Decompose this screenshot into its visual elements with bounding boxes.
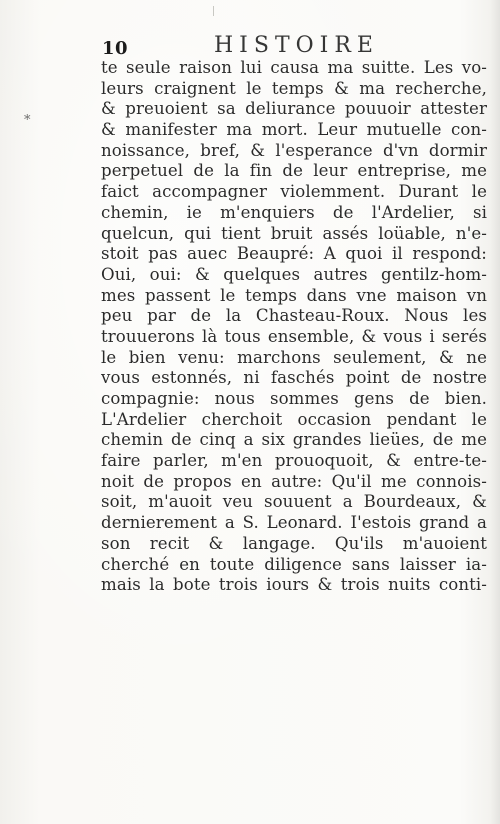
body-text	[101, 58, 487, 596]
text-line: & preuoient sa deliurance pouuoir attester	[101, 99, 487, 119]
text-line: cherché en toute diligence sans laisser ia-	[101, 554, 487, 574]
text-line: noissance, bref, & l'esperance d'vn dormir	[101, 140, 487, 160]
text-line: leurs craignent le temps & ma recherche,	[101, 78, 487, 98]
text-line: chemin de cinq a six grandes lieües, de me	[101, 430, 487, 450]
text-line: Oui, oui: & quelques autres gentilz-hom-	[101, 264, 487, 284]
text-line: quelcun, qui tient bruit assés loüable, n'e-	[101, 223, 487, 243]
running-head: HISTOIRE	[214, 33, 379, 58]
text-line: le bien venu: marchons seulement, & ne	[101, 347, 487, 367]
text-line: dernierement a S. Leonard. I'estois grand a	[101, 513, 487, 533]
text-line: chemin, ie m'enquiers de l'Ardelier, si	[101, 202, 487, 222]
text-line: & manifester ma mort. Leur mutuelle con-	[101, 120, 487, 140]
text-line: L'Ardelier cherchoit occasion pendant le	[101, 409, 487, 429]
text-line: son recit & langage. Qu'ils m'auoient	[101, 533, 487, 553]
text-line: stoit pas auec Beaupré: A quoi il respond:	[101, 244, 487, 264]
text-line: soit, m'auoit veu souuent a Bourdeaux, &	[101, 492, 487, 512]
text-line: peu par de la Chasteau-Roux. Nous les	[101, 306, 487, 326]
margin-mark: *	[24, 113, 31, 128]
text-line: noit de propos en autre: Qu'il me connois-	[101, 471, 487, 491]
page-header	[100, 33, 420, 61]
text-line: trouuerons là tous ensemble, & vous i serés	[101, 326, 487, 346]
text-line: vous estonnés, ni faschés point de nostre	[101, 368, 487, 388]
text-line: te seule raison lui causa ma suitte. Les vo-	[101, 58, 487, 77]
text-line: compagnie: nous sommes gens de bien.	[101, 389, 487, 408]
text-line: mes passent le temps dans vne maison vn	[101, 285, 487, 305]
page-number: 10	[102, 38, 129, 59]
text-line: faict accompagner violemment. Durant le	[101, 182, 487, 202]
text-line: mais la bote trois iours & trois nuits conti-	[101, 575, 487, 595]
page-edge-shadow	[490, 0, 500, 824]
page-edge-mark	[213, 6, 214, 16]
text-line: faire parler, m'en prouoquoit, & entre-te-	[101, 451, 487, 471]
text-line: perpetuel de la fin de leur entreprise, me	[101, 161, 487, 181]
